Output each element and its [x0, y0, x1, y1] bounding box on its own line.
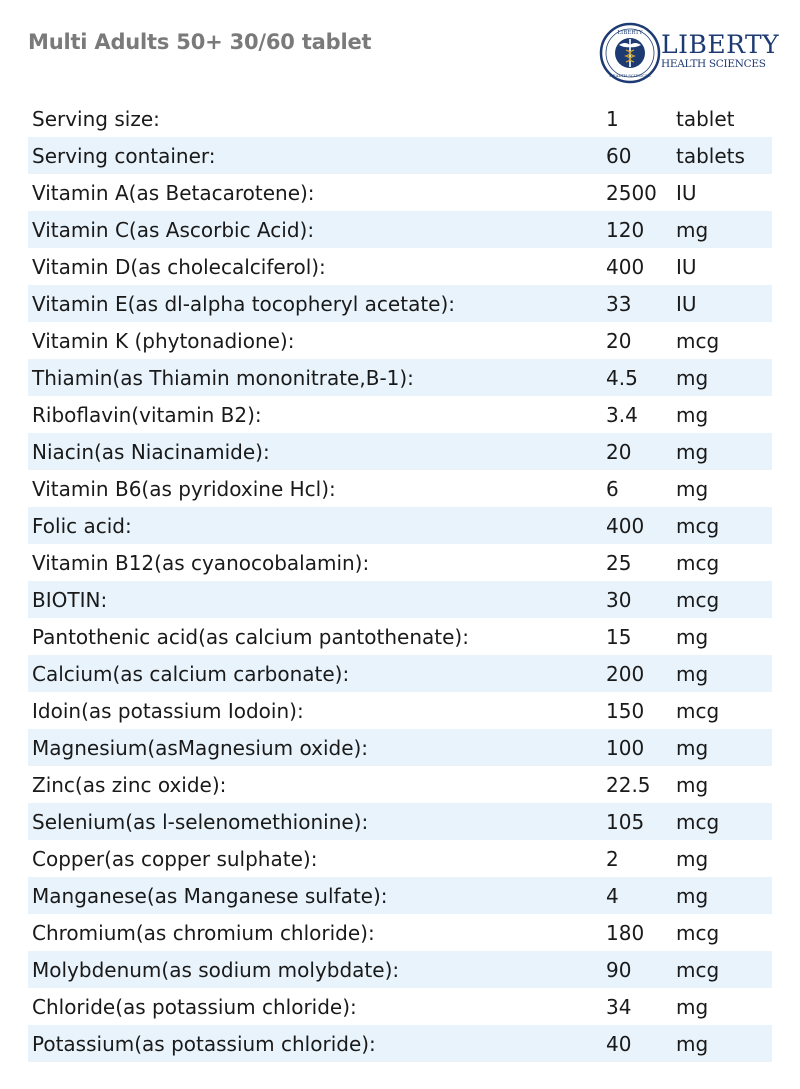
nutrient-unit: mcg: [676, 957, 720, 982]
supplement-facts-table: [28, 100, 772, 1062]
nutrient-amount: 6: [606, 476, 619, 501]
table-row: [28, 655, 772, 692]
table-row: [28, 211, 772, 248]
nutrient-unit: tablets: [676, 143, 745, 168]
table-row: [28, 729, 772, 766]
nutrient-amount: 400: [606, 254, 645, 279]
nutrient-unit: mcg: [676, 809, 720, 834]
table-row: [28, 544, 772, 581]
page-title: Multi Adults 50+ 30/60 tablet: [28, 30, 372, 54]
nutrient-unit: mcg: [676, 550, 720, 575]
nutrient-unit: mg: [676, 365, 709, 390]
nutrient-unit: IU: [676, 254, 697, 279]
nutrient-amount: 1: [606, 106, 619, 131]
nutrient-unit: mg: [676, 217, 709, 242]
svg-text:LIBERTY: LIBERTY: [617, 30, 643, 36]
nutrient-unit: IU: [676, 180, 697, 205]
table-row: [28, 433, 772, 470]
nutrient-name: Niacin(as Niacinamide):: [32, 439, 270, 464]
nutrient-unit: mg: [676, 772, 709, 797]
nutrient-amount: 40: [606, 1031, 632, 1056]
nutrient-amount: 15: [606, 624, 632, 649]
nutrient-amount: 20: [606, 328, 632, 353]
nutrient-name: Riboflavin(vitamin B2):: [32, 402, 262, 427]
nutrient-name: BIOTIN:: [32, 587, 108, 612]
nutrient-name: Vitamin E(as dl-alpha tocopheryl acetate):: [32, 291, 456, 316]
table-row: [28, 507, 772, 544]
table-row: [28, 618, 772, 655]
table-row: [28, 766, 772, 803]
nutrient-unit: mcg: [676, 328, 720, 353]
nutrient-unit: mcg: [676, 513, 720, 538]
nutrient-amount: 150: [606, 698, 645, 723]
table-row: [28, 470, 772, 507]
nutrient-name: Chloride(as potassium chloride):: [32, 994, 357, 1019]
nutrient-name: Calcium(as calcium carbonate):: [32, 661, 350, 686]
nutrient-name: Vitamin A(as Betacarotene):: [32, 180, 315, 205]
nutrient-unit: mg: [676, 1031, 709, 1056]
nutrient-name: Vitamin K (phytonadione):: [32, 328, 295, 353]
nutrient-amount: 33: [606, 291, 632, 316]
nutrient-name: Selenium(as l-selenomethionine):: [32, 809, 369, 834]
table-row: [28, 581, 772, 618]
nutrient-unit: mg: [676, 661, 709, 686]
nutrient-amount: 30: [606, 587, 632, 612]
nutrient-amount: 120: [606, 217, 645, 242]
table-row: [28, 951, 772, 988]
nutrient-unit: mcg: [676, 920, 720, 945]
table-row: [28, 877, 772, 914]
nutrient-amount: 100: [606, 735, 645, 760]
table-row: [28, 914, 772, 951]
nutrient-amount: 20: [606, 439, 632, 464]
nutrient-amount: 60: [606, 143, 632, 168]
nutrient-amount: 3.4: [606, 402, 638, 427]
nutrient-unit: mcg: [676, 587, 720, 612]
table-row: [28, 137, 772, 174]
nutrient-name: Serving container:: [32, 143, 216, 168]
nutrient-unit: mg: [676, 439, 709, 464]
nutrient-name: Vitamin D(as cholecalciferol):: [32, 254, 326, 279]
nutrient-amount: 180: [606, 920, 645, 945]
logo-wordmark: LIBERTY: [661, 30, 780, 59]
nutrient-amount: 400: [606, 513, 645, 538]
nutrient-name: Magnesium(asMagnesium oxide):: [32, 735, 369, 760]
svg-text:HEALTH SCIENCES: HEALTH SCIENCES: [609, 73, 651, 78]
logo-tagline: HEALTH SCIENCES: [661, 58, 766, 70]
nutrient-name: Vitamin B12(as cyanocobalamin):: [32, 550, 370, 575]
table-row: [28, 322, 772, 359]
table-row: [28, 100, 772, 137]
nutrient-unit: mg: [676, 402, 709, 427]
table-row: [28, 359, 772, 396]
table-row: [28, 803, 772, 840]
nutrient-amount: 25: [606, 550, 632, 575]
nutrient-name: Vitamin B6(as pyridoxine Hcl):: [32, 476, 336, 501]
table-row: [28, 285, 772, 322]
table-row: [28, 248, 772, 285]
nutrient-name: Potassium(as potassium chloride):: [32, 1031, 376, 1056]
nutrient-name: Folic acid:: [32, 513, 132, 538]
nutrient-unit: mg: [676, 624, 709, 649]
nutrient-amount: 2500: [606, 180, 657, 205]
nutrient-name: Molybdenum(as sodium molybdate):: [32, 957, 400, 982]
nutrient-amount: 34: [606, 994, 632, 1019]
nutrient-amount: 90: [606, 957, 632, 982]
nutrient-name: Vitamin C(as Ascorbic Acid):: [32, 217, 315, 242]
seal-icon: [599, 22, 661, 84]
nutrient-amount: 200: [606, 661, 645, 686]
nutrient-name: Pantothenic acid(as calcium pantothenate):: [32, 624, 469, 649]
nutrient-amount: 2: [606, 846, 619, 871]
table-row: [28, 1025, 772, 1062]
brand-logo: [597, 20, 782, 86]
nutrient-name: Serving size:: [32, 106, 160, 131]
nutrient-unit: mg: [676, 735, 709, 760]
nutrient-unit: mg: [676, 883, 709, 908]
nutrient-name: Copper(as copper sulphate):: [32, 846, 318, 871]
nutrient-unit: mcg: [676, 698, 720, 723]
nutrient-name: Thiamin(as Thiamin mononitrate,B-1):: [32, 365, 414, 390]
nutrient-amount: 4: [606, 883, 619, 908]
nutrient-unit: IU: [676, 291, 697, 316]
table-row: [28, 174, 772, 211]
nutrient-name: Manganese(as Manganese sulfate):: [32, 883, 388, 908]
nutrient-unit: tablet: [676, 106, 735, 131]
table-row: [28, 988, 772, 1025]
nutrient-unit: mg: [676, 994, 709, 1019]
table-row: [28, 692, 772, 729]
nutrient-unit: mg: [676, 846, 709, 871]
table-row: [28, 840, 772, 877]
table-row: [28, 396, 772, 433]
nutrient-unit: mg: [676, 476, 709, 501]
nutrient-name: Zinc(as zinc oxide):: [32, 772, 227, 797]
nutrient-name: Chromium(as chromium chloride):: [32, 920, 375, 945]
nutrient-amount: 105: [606, 809, 645, 834]
nutrient-amount: 22.5: [606, 772, 651, 797]
nutrient-amount: 4.5: [606, 365, 638, 390]
nutrient-name: Idoin(as potassium Iodoin):: [32, 698, 304, 723]
